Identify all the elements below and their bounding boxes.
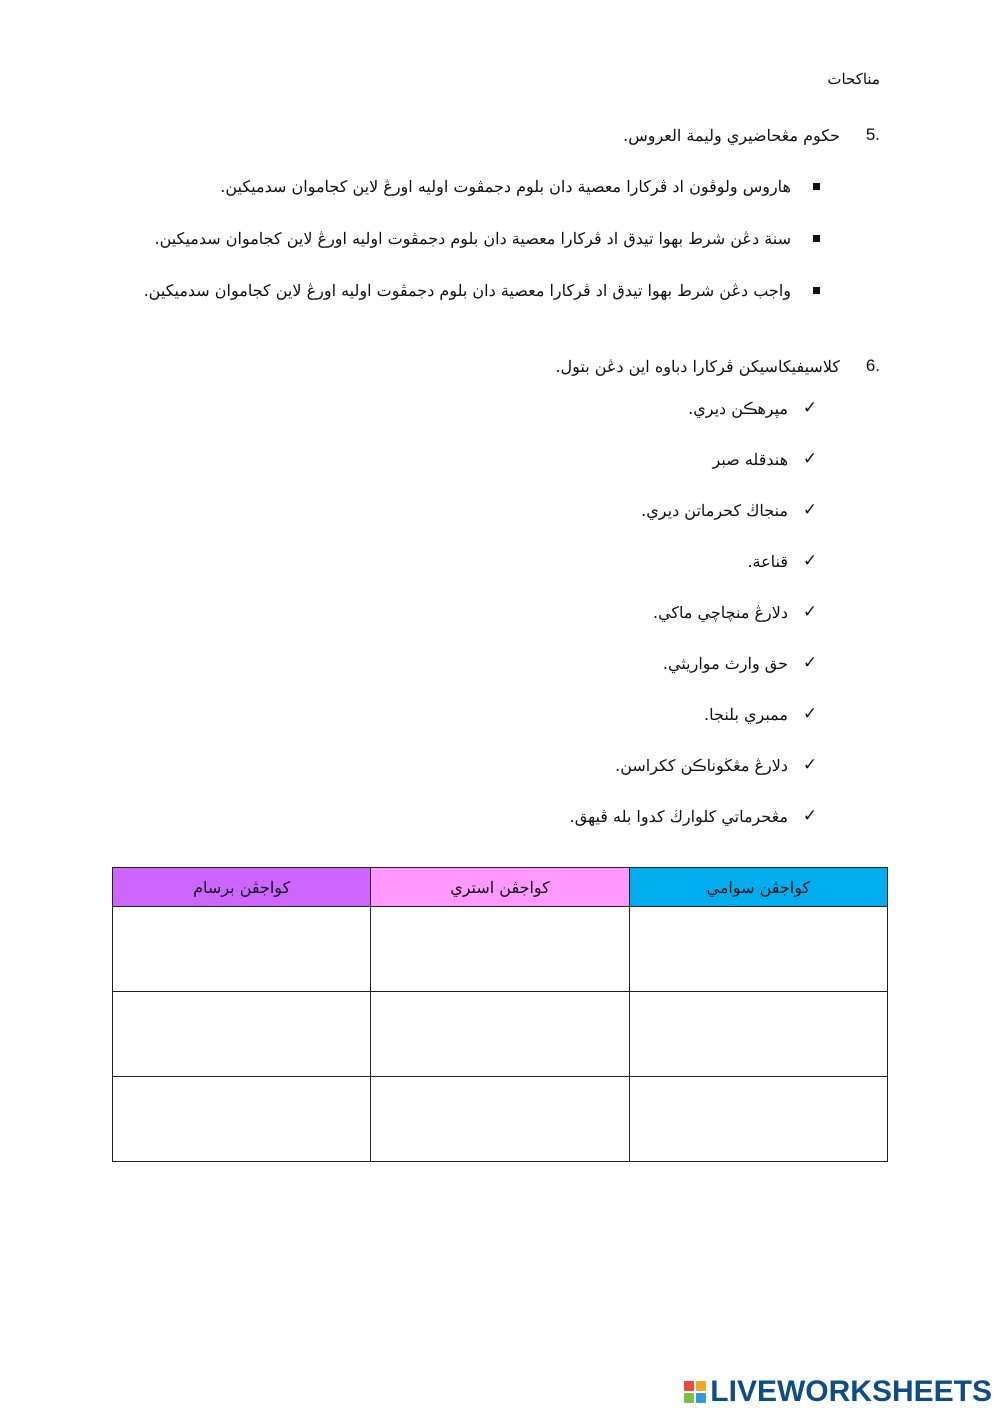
logo-text: LIVEWORKSHEETS — [710, 1375, 992, 1408]
drop-cell-shared[interactable] — [113, 992, 371, 1077]
check-item-text: مپرهڪن ديري. — [688, 398, 788, 418]
check-item[interactable] — [712, 449, 820, 469]
drop-cell-shared[interactable] — [113, 1077, 371, 1162]
page-header: مناكحات — [827, 70, 880, 88]
classification-table — [112, 867, 888, 1162]
header-cell-husband: كواجڤن سوامي — [629, 868, 887, 907]
bullet-item — [220, 177, 820, 196]
check-item[interactable] — [570, 806, 820, 826]
checkmark-icon: ✓ — [802, 551, 818, 571]
header-cell-shared: كواجڤن برسام — [113, 868, 371, 907]
check-item-text: مڠحرماتي كلوارڬ كدوا بله ڤيهق. — [569, 806, 788, 826]
checkmark-icon: ✓ — [802, 755, 818, 775]
check-item-text: هندقله صبر — [712, 449, 788, 469]
checkmark-icon: ✓ — [802, 806, 818, 826]
checkmark-icon: ✓ — [802, 500, 818, 520]
table-row — [113, 992, 888, 1077]
drop-cell-husband[interactable] — [629, 992, 887, 1077]
check-item-text: حق وارث مواريثي. — [662, 653, 788, 673]
table-row — [113, 907, 888, 992]
check-item[interactable] — [747, 551, 820, 571]
drop-cell-shared[interactable] — [113, 907, 371, 992]
question-number: 5. — [865, 125, 880, 144]
checkmark-icon: ✓ — [802, 704, 818, 724]
check-item-text: منجاڬ كحرماتن ديري. — [641, 500, 788, 520]
question-6 — [555, 356, 880, 376]
bullet-text: هاروس ولوڤون اد ڤركارا معصية دان بلوم دجمڤوت اوليه اورڠ لاين كجاموان سدميكين. — [220, 177, 791, 196]
check-item[interactable] — [615, 755, 820, 775]
logo-tiles-icon — [684, 1381, 706, 1403]
liveworksheets-logo — [684, 1375, 992, 1409]
check-item-text: دلارڠ منچاچي ماكي. — [652, 602, 788, 622]
drop-cell-wife[interactable] — [371, 1077, 629, 1162]
check-item[interactable] — [704, 704, 820, 724]
question-number: 6. — [865, 356, 880, 375]
bullet-text: سنة دڠن شرط بهوا تيدق اد ڤركارا معصية دان بلوم دجمڤوت اوليه اورڠ لاين كجاموان سدميكين. — [154, 229, 791, 248]
bullet-item — [155, 229, 820, 248]
check-item-text: ممبري بلنجا. — [704, 704, 788, 724]
question-text: كلاسيفيكاسيكن ڤركارا دباوه اين دڠن بتول. — [555, 356, 840, 376]
header-cell-wife: كواجڤن استري — [371, 868, 629, 907]
drop-cell-husband[interactable] — [629, 907, 887, 992]
table-header-row — [113, 868, 888, 907]
checkmark-icon: ✓ — [802, 653, 818, 673]
square-bullet-icon — [813, 235, 820, 242]
check-item-text: دلارڠ مڠڬوناڪن ككراسن. — [615, 755, 788, 775]
bullet-item — [144, 281, 820, 300]
checkmark-icon: ✓ — [802, 602, 818, 622]
check-item[interactable] — [663, 653, 820, 673]
bullet-text: واجب دڠن شرط بهوا تيدق اد ڤركارا معصية دان بلوم دجمڤوت اوليه اورڠ لاين كجاموان سدميكين. — [143, 281, 791, 300]
question-5 — [623, 125, 880, 145]
drop-cell-wife[interactable] — [371, 907, 629, 992]
checkmark-icon: ✓ — [802, 449, 818, 469]
drop-cell-husband[interactable] — [629, 1077, 887, 1162]
check-item[interactable] — [688, 398, 820, 418]
check-item[interactable] — [653, 602, 820, 622]
drop-cell-wife[interactable] — [371, 992, 629, 1077]
check-item[interactable] — [641, 500, 820, 520]
table-row — [113, 1077, 888, 1162]
square-bullet-icon — [813, 183, 820, 190]
checkmark-icon: ✓ — [802, 398, 818, 418]
square-bullet-icon — [813, 287, 820, 294]
question-text: حكوم مڠحاضيري وليمة العروس. — [623, 125, 840, 145]
check-item-text: قناعة. — [747, 551, 788, 571]
